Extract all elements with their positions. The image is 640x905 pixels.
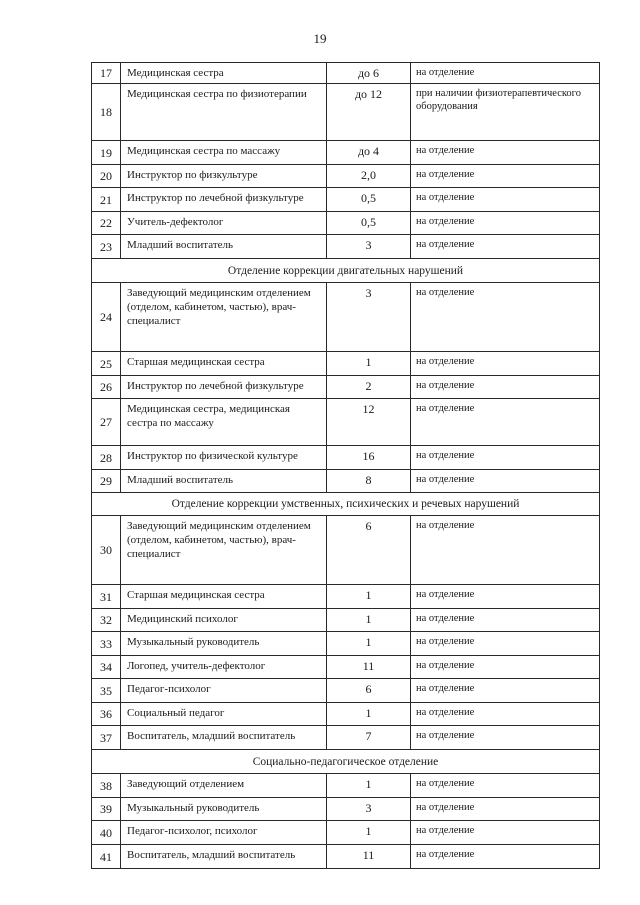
row-number: 39 <box>92 798 121 821</box>
staff-count: 7 <box>327 726 411 750</box>
table-row <box>92 446 600 470</box>
position-name: Инструктор по лечебной физкультуре <box>121 188 327 212</box>
position-name: Музыкальный руководитель <box>121 798 327 821</box>
table-row <box>92 585 600 609</box>
staff-count: 1 <box>327 609 411 632</box>
section-row <box>92 259 600 283</box>
staff-count: 1 <box>327 703 411 726</box>
row-note: на отделение <box>411 679 600 703</box>
staff-count: 0,5 <box>327 188 411 212</box>
position-name: Медицинский психолог <box>121 609 327 632</box>
table-row <box>92 352 600 376</box>
table-row <box>92 283 600 352</box>
row-number: 26 <box>92 376 121 399</box>
position-name: Педагог-психолог, психолог <box>121 821 327 845</box>
staff-count: 1 <box>327 774 411 798</box>
table-row <box>92 774 600 798</box>
table-row <box>92 798 600 821</box>
row-note: на отделение <box>411 141 600 165</box>
row-number: 24 <box>92 283 121 352</box>
position-name: Старшая медицинская сестра <box>121 585 327 609</box>
staff-count: до 4 <box>327 141 411 165</box>
table-row <box>92 63 600 84</box>
position-name: Медицинская сестра, медицинская сестра по массажу <box>121 399 327 446</box>
staff-count: 16 <box>327 446 411 470</box>
row-number: 18 <box>92 84 121 141</box>
table-row <box>92 609 600 632</box>
staff-count: 0,5 <box>327 212 411 235</box>
staff-count: 6 <box>327 679 411 703</box>
table-row <box>92 376 600 399</box>
position-name: Младший воспитатель <box>121 470 327 493</box>
staff-count: 12 <box>327 399 411 446</box>
staff-count: 6 <box>327 516 411 585</box>
section-title: Отделение коррекции умственных, психических и речевых нарушений <box>92 493 600 516</box>
row-note: на отделение <box>411 470 600 493</box>
table-row <box>92 165 600 188</box>
page-number: 19 <box>313 31 327 46</box>
row-note: на отделение <box>411 703 600 726</box>
row-note: на отделение <box>411 235 600 259</box>
position-name: Воспитатель, младший воспитатель <box>121 726 327 750</box>
row-number: 40 <box>92 821 121 845</box>
staff-count: 3 <box>327 798 411 821</box>
table-row <box>92 470 600 493</box>
table-row <box>92 212 600 235</box>
staff-count: 2 <box>327 376 411 399</box>
staff-count: до 6 <box>327 63 411 84</box>
staff-count: 1 <box>327 821 411 845</box>
row-note: на отделение <box>411 446 600 470</box>
row-note: на отделение <box>411 399 600 446</box>
position-name: Учитель-дефектолог <box>121 212 327 235</box>
row-note: на отделение <box>411 352 600 376</box>
table-row <box>92 703 600 726</box>
position-name: Заведующий медицинским отделением (отделом, кабинетом, частью), врач-специалист <box>121 283 327 352</box>
row-note: на отделение <box>411 585 600 609</box>
position-name: Младший воспитатель <box>121 235 327 259</box>
position-name: Музыкальный руководитель <box>121 632 327 656</box>
row-note: на отделение <box>411 283 600 352</box>
table-row <box>92 516 600 585</box>
table-row <box>92 656 600 679</box>
row-note: на отделение <box>411 212 600 235</box>
section-title: Социально-педагогическое отделение <box>92 750 600 774</box>
row-number: 36 <box>92 703 121 726</box>
staff-count: до 12 <box>327 84 411 141</box>
row-number: 41 <box>92 845 121 869</box>
row-number: 21 <box>92 188 121 212</box>
staff-count: 11 <box>327 656 411 679</box>
table-row <box>92 726 600 750</box>
position-name: Инструктор по физической культуре <box>121 446 327 470</box>
row-number: 17 <box>92 63 121 84</box>
position-name: Инструктор по физкультуре <box>121 165 327 188</box>
row-note: на отделение <box>411 165 600 188</box>
staffing-table <box>91 62 600 869</box>
row-note: на отделение <box>411 798 600 821</box>
row-number: 19 <box>92 141 121 165</box>
staff-count: 1 <box>327 352 411 376</box>
row-note: на отделение <box>411 376 600 399</box>
position-name: Воспитатель, младший воспитатель <box>121 845 327 869</box>
row-note: на отделение <box>411 632 600 656</box>
table-row <box>92 188 600 212</box>
position-name: Заведующий медицинским отделением (отделом, кабинетом, частью), врач-специалист <box>121 516 327 585</box>
position-name: Педагог-психолог <box>121 679 327 703</box>
position-name: Заведующий отделением <box>121 774 327 798</box>
table-row <box>92 141 600 165</box>
row-note: на отделение <box>411 516 600 585</box>
staff-count: 11 <box>327 845 411 869</box>
staff-count: 1 <box>327 585 411 609</box>
row-note: на отделение <box>411 63 600 84</box>
position-name: Логопед, учитель-дефектолог <box>121 656 327 679</box>
section-title: Отделение коррекции двигательных нарушений <box>92 259 600 283</box>
row-number: 31 <box>92 585 121 609</box>
row-note: на отделение <box>411 656 600 679</box>
row-note: на отделение <box>411 609 600 632</box>
row-note: на отделение <box>411 821 600 845</box>
row-number: 25 <box>92 352 121 376</box>
row-number: 33 <box>92 632 121 656</box>
row-number: 27 <box>92 399 121 446</box>
row-note: на отделение <box>411 726 600 750</box>
row-number: 35 <box>92 679 121 703</box>
table-row <box>92 845 600 869</box>
row-number: 22 <box>92 212 121 235</box>
section-row <box>92 750 600 774</box>
position-name: Медицинская сестра по массажу <box>121 141 327 165</box>
row-note: на отделение <box>411 845 600 869</box>
row-number: 32 <box>92 609 121 632</box>
position-name: Старшая медицинская сестра <box>121 352 327 376</box>
staff-count: 2,0 <box>327 165 411 188</box>
table-row <box>92 632 600 656</box>
position-name: Инструктор по лечебной физкультуре <box>121 376 327 399</box>
table-row <box>92 679 600 703</box>
staff-count: 3 <box>327 235 411 259</box>
row-number: 38 <box>92 774 121 798</box>
table-row <box>92 821 600 845</box>
row-number: 37 <box>92 726 121 750</box>
table-row <box>92 84 600 141</box>
table-row <box>92 399 600 446</box>
position-name: Социальный педагог <box>121 703 327 726</box>
row-number: 28 <box>92 446 121 470</box>
row-note: при наличии физиотерапевтического оборудования <box>411 84 600 141</box>
row-number: 23 <box>92 235 121 259</box>
staff-count: 3 <box>327 283 411 352</box>
section-row <box>92 493 600 516</box>
staffing-table-body <box>92 63 600 869</box>
row-note: на отделение <box>411 774 600 798</box>
staff-count: 1 <box>327 632 411 656</box>
row-number: 29 <box>92 470 121 493</box>
row-number: 20 <box>92 165 121 188</box>
table-row <box>92 235 600 259</box>
position-name: Медицинская сестра по физиотерапии <box>121 84 327 141</box>
row-number: 30 <box>92 516 121 585</box>
row-number: 34 <box>92 656 121 679</box>
row-note: на отделение <box>411 188 600 212</box>
position-name: Медицинская сестра <box>121 63 327 84</box>
staff-count: 8 <box>327 470 411 493</box>
